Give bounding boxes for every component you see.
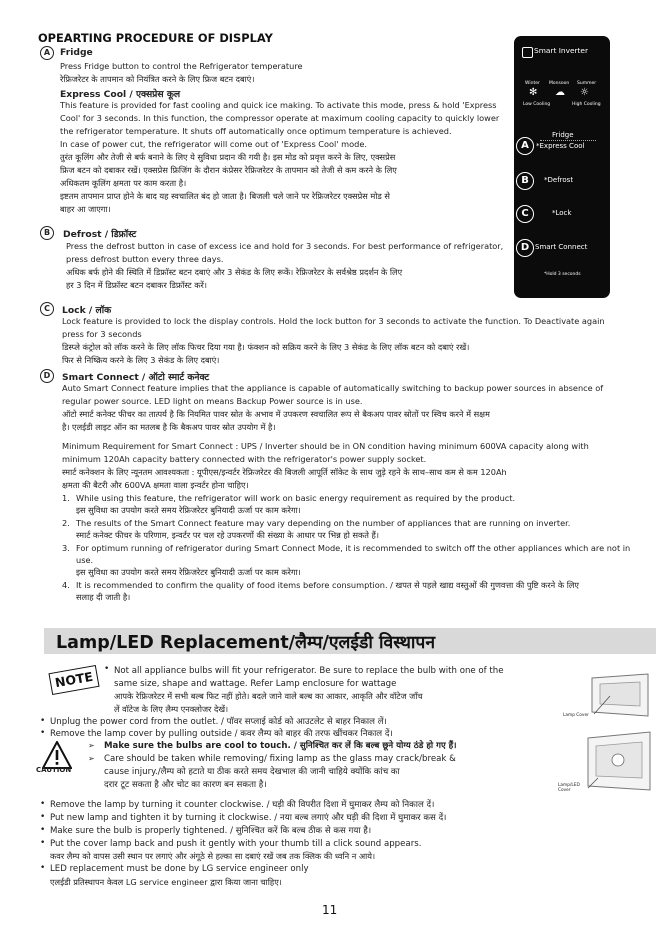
fridge-line: Press Fridge button to control the Refrigerator temperature xyxy=(60,61,303,71)
panel-button-d: D xyxy=(516,239,534,257)
smart-line: regular power source. LED light on means Backup Power source is in use. xyxy=(62,396,363,406)
note-line: same size, shape and wattage. Refer Lamp enclosure for wattage xyxy=(114,679,397,689)
minimum-line: minimum 120Ah capacity battery connected with the refrigerator's power supply socket. xyxy=(62,454,427,464)
list-item: While using this feature, the refrigerator will work on basic energy requirement as required by the product. xyxy=(76,493,516,503)
panel-smart-connect-label: Smart Connect xyxy=(535,243,588,251)
express-line: In case of power cut, the refrigerator will come out of 'Express Cool' mode. xyxy=(60,139,367,149)
lock-line: Lock feature is provided to lock the display controls. Hold the lock button for 3 seconds to activate the function. To Deactivate again xyxy=(62,316,605,326)
bullet-icon: • xyxy=(40,812,46,822)
remove-cover-step: Remove the lamp cover by pulling outside / कवर लैम्प को बाहर की तरफ खींचकर निकाल दें। xyxy=(50,729,393,739)
mode-label-summer: Summer xyxy=(577,81,597,86)
express-line: This feature is provided for fast cooling and quick ice making. To activate this mode, press & hold 'Express xyxy=(60,100,497,110)
brand-logo-icon xyxy=(522,47,533,58)
sun-icon: ☼ xyxy=(580,87,589,98)
bullet-icon: • xyxy=(40,728,46,738)
smart-connect-heading: Smart Connect / ऑटो स्मार्ट कनेक्ट xyxy=(62,372,210,383)
express-line: तुरंत कूलिंग और तेजी से बर्फ बनाने के लिए ये सुविधा प्रदान की गयी है। इस मोड को प्रवृत्त करने के लिए, एक्सप्रेस xyxy=(60,152,396,162)
smart-line: ऑटो स्मार्ट कनेक्ट फीचर का तात्पर्य है कि नियमित पावर स्रोत के अभाव में उपकरण स्वचालित रूप से बैकअप पावर स्रोतों पर स्विच करने में सक्षम xyxy=(62,409,490,419)
replacement-step: Remove the lamp by turning it counter clockwise. / घड़ी की विपरीत दिशा में घुमाकर लैम्प को निकाल दें। xyxy=(50,800,435,810)
caution-line: Make sure the bulbs are cool to touch. / सुनिश्चित कर लें कि बल्ब छूने योग्य ठंडे हो गए हैं। xyxy=(104,741,457,751)
panel-defrost-label: *Defrost xyxy=(544,176,574,184)
list-item: स्मार्ट कनेक्ट फीचर के परिणाम, इन्वर्टर पर चल रहे उपकरणों की संख्या के आधार पर भिन्न हो सकते हैं। xyxy=(76,530,379,540)
panel-hold-note: *Hold 3 seconds xyxy=(544,272,581,277)
lock-line: press for 3 seconds xyxy=(62,329,142,339)
page-title: OPEARTING PROCEDURE OF DISPLAY xyxy=(38,31,273,45)
fridge-heading: Fridge xyxy=(60,47,93,58)
defrost-line: press defrost button every three days. xyxy=(66,254,224,264)
list-item: use. xyxy=(76,555,94,565)
list-number: 4. xyxy=(62,580,70,590)
note-line: लें वॉटेज के लिए लैम्प एनक्लोजर देखें। xyxy=(114,704,229,714)
mode-label-monsoon: Monsoon xyxy=(549,81,570,86)
express-cool-heading: Express Cool / एक्सप्रेस कूल xyxy=(60,89,181,100)
section-d-badge: D xyxy=(40,369,54,383)
defrost-line: हर 3 दिन में डिफ्रॉस्ट बटन दबाकर डिफ्रॉस्ट करें। xyxy=(66,280,207,290)
unplug-step: Unplug the power cord from the outlet. / पॉवर सप्लाई कोर्ड को आउटलेट से बाहर निकाल लें। xyxy=(50,717,387,727)
list-number: 1. xyxy=(62,493,70,503)
lamp-section-title: Lamp/LED Replacement/लैम्प/एलईडी विस्थापन xyxy=(56,633,436,653)
defrost-line: Press the defrost button in case of excess ice and hold for 3 seconds. For best performance of refrigerator, xyxy=(66,241,504,251)
panel-button-a: A xyxy=(516,137,534,155)
list-number: 2. xyxy=(62,518,70,528)
cooling-label-low: Low Cooling xyxy=(523,102,551,107)
caution-icon xyxy=(42,741,72,769)
list-item: इस सुविधा का उपयोग करते समय रेफ्रिजरेटर बुनियादी ऊर्जा पर काम करेगा। xyxy=(76,505,301,515)
express-line: फ्रिज बटन को दबाकर रखें। एक्सप्रेस फ्रिजिंग के दौरान कंप्रेसर रेफ्रिजरेटर के तापमान को तेजी से कम करने के लिए xyxy=(60,165,397,175)
snowflake-icon: ✻ xyxy=(529,87,538,98)
minimum-line: क्षमता की बैटरी और 600VA क्षमता वाला इन्वर्टर होना चाहिए। xyxy=(62,480,249,490)
replacement-step: Put new lamp and tighten it by turning it clockwise. / नया बल्ब लगाएं और घड़ी की दिशा में घुमाकर कस दें। xyxy=(50,813,447,823)
bullet-icon: • xyxy=(40,799,46,809)
defrost-line: अधिक बर्फ होने की स्थिति में डिफ्रॉस्ट बटन दबाएं और 3 सेकंड के लिए रूकें। रेफ्रिजरेटर के सर्वश्रेष्ठ प्रदर्शन के लिए xyxy=(66,267,403,277)
panel-brand: Smart Inverter xyxy=(534,46,589,55)
list-item: इस सुविधा का उपयोग करते समय रेफ्रिजरेटर बुनियादी ऊर्जा पर काम करेगा। xyxy=(76,567,301,577)
replacement-step: LED replacement must be done by LG service engineer only xyxy=(50,864,309,874)
defrost-heading: Defrost / डिफ्रॉस्ट xyxy=(63,229,137,240)
minimum-line: स्मार्ट कनेक्शन के लिए न्यूनतम आवश्यकता : यूपीएस/इन्वर्टर रेफ्रिजरेटर की बिजली आपूर्ति सॉकेट के साथ जुड़े रहने के साथ–साथ कम से कम 120Ah xyxy=(62,467,507,477)
smart-line: Auto Smart Connect feature implies that the appliance is capable of automatically switching to backup power sources in absence of xyxy=(62,383,604,393)
bullet-icon: • xyxy=(40,825,46,835)
caution-line: Care should be taken while removing/ fixing lamp as the glass may crack/break & xyxy=(104,754,456,764)
bullet-icon: • xyxy=(104,664,110,674)
lamp-led-cover-diagram xyxy=(586,730,652,794)
lamp-cover-diagram xyxy=(590,672,650,722)
lock-line: फिर से निष्क्रिय करने के लिए 3 सेकंड के लिए दबाएं। xyxy=(62,355,220,365)
note-line: आपके रेफ्रिजरेटर में सभी बल्ब फिट नहीं होते। बदले जाने वाले बल्ब का आकार, आकृति और वॉटेज जाँच xyxy=(114,691,423,701)
page-number: 11 xyxy=(322,903,338,917)
panel-button-b: B xyxy=(516,172,534,190)
express-line: Cool' for 3 seconds. In this function, the compressor operate at maximum cooling capacity to quickly lower xyxy=(60,113,500,123)
list-number: 3. xyxy=(62,543,70,553)
bullet-icon: • xyxy=(40,838,46,848)
replacement-step-hindi: कवर लैम्प को वापस उसी स्थान पर लगाएं और अंगूठे से हल्का सा दबाएं रखें जब तक क्लिक की ध्वनि न आये। xyxy=(50,851,376,861)
lamp-led-cover-label: Lamp/LED Cover xyxy=(558,783,580,793)
lock-heading: Lock / लॉक xyxy=(62,305,112,316)
panel-lock-label: *Lock xyxy=(552,209,572,217)
panel-divider xyxy=(540,140,596,141)
section-b-badge: B xyxy=(40,226,54,240)
arrow-icon: ➢ xyxy=(88,741,95,750)
list-item: For optimum running of refrigerator during Smart Connect Mode, it is recommended to switch off the other appliances which are not in xyxy=(76,543,631,553)
section-c-badge: C xyxy=(40,302,54,316)
minimum-line: Minimum Requirement for Smart Connect : UPS / Inverter should be in ON condition having minimum 600VA capacity along with xyxy=(62,441,589,451)
caution-line: दरार टूट सकता है और चोट का कारण बन सकता है। xyxy=(104,780,267,790)
caution-line: cause injury./लैम्प को हटाते या ठीक करते समय देखभाल की जानी चाहिये क्योंकि कांच का xyxy=(104,767,400,777)
panel-button-c: C xyxy=(516,205,534,223)
list-item: सलाह दी जाती है। xyxy=(76,592,131,602)
express-line: इष्टतम तापमान प्राप्त होने के बाद यह स्वचालित बंद हो जाता है। बिजली चले जाने पर रेफ्रिजरेटर एक्सप्रेस मोड से xyxy=(60,191,390,201)
cooling-label-high: High Cooling xyxy=(572,102,601,107)
lock-line: डिस्प्ले कंट्रोल को लॉक करने के लिए लॉक फिचर दिया गया है। फंक्शन को सक्रिय करने के लिए 3 सेकंड के लिए लॉक बटन को दबाएं रखें। xyxy=(62,342,470,352)
rain-cloud-icon: ☁ xyxy=(555,87,565,98)
smart-line: है। एलईडी लाइट ऑन का मतलब है कि बैकअप पावर स्रोत उपयोग में है। xyxy=(62,422,276,432)
bullet-icon: • xyxy=(40,716,46,726)
lamp-cover-label: Lamp Cover xyxy=(563,713,589,718)
mode-label-winter: Winter xyxy=(525,81,540,86)
note-stamp: NOTE xyxy=(48,665,99,695)
lamp-section-banner xyxy=(44,628,656,654)
fridge-line: रेफ्रिजरेटर के तापमान को नियंत्रित करने के लिए फ्रिज बटन दबाएं। xyxy=(60,74,255,84)
replacement-step-hindi: एलईडी प्रतिस्थापन केवल LG service engineer द्वारा किया जाना चाहिए। xyxy=(50,877,282,887)
list-item: The results of the Smart Connect feature may vary depending on the number of appliances that are running on inverter. xyxy=(76,518,571,528)
panel-fridge-label: Fridge xyxy=(552,131,574,139)
caution-label: CAUTION xyxy=(36,766,72,774)
note-line: Not all appliance bulbs will fit your refrigerator. Be sure to replace the bulb with one of the xyxy=(114,666,504,676)
express-line: the refrigerator temperature. It shuts off automatically once optimum temperature is achieved. xyxy=(60,126,452,136)
replacement-step: Make sure the bulb is properly tightened. / सुनिश्चित करें कि बल्ब ठीक से कस गया है। xyxy=(50,826,372,836)
list-item: It is recommended to confirm the quality of food items before consumption. / खपत से पहले खाद्य वस्तुओं की गुणवत्ता की पुष्टि करने के लिए xyxy=(76,580,579,590)
arrow-icon: ➢ xyxy=(88,754,95,763)
bullet-icon: • xyxy=(40,863,46,873)
replacement-step: Put the cover lamp back and push it gently with your thumb till a click sound appears. xyxy=(50,839,422,849)
display-control-panel xyxy=(514,36,610,298)
panel-express-label: *Express Cool xyxy=(536,142,585,150)
section-a-badge: A xyxy=(40,46,54,60)
express-line: बाहर आ जाएगा। xyxy=(60,204,111,214)
express-line: अधिकतम कूलिंग क्षमता पर काम करता है। xyxy=(60,178,187,188)
